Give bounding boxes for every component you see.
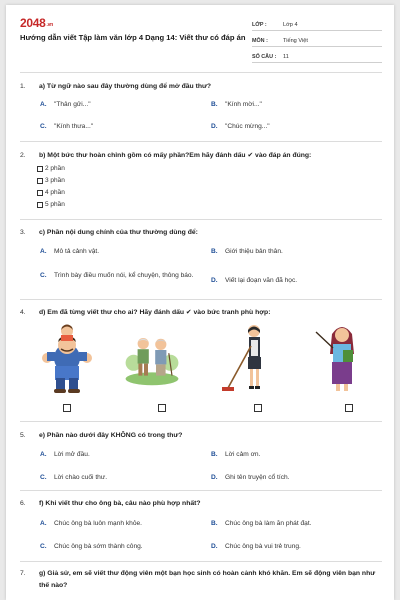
question-text: d) Em đã từng viết thư cho ai? Hãy đánh dấu ✔ vào bức tranh phù hợp: xyxy=(39,309,271,316)
option-text: Chúc ông bà làm ăn phát đạt. xyxy=(225,520,312,527)
divider xyxy=(20,561,382,562)
question-number: 5. xyxy=(20,432,26,439)
answer-option-d[interactable] xyxy=(211,122,371,132)
option-text: "Kính thưa..." xyxy=(54,123,94,130)
answer-option-d[interactable] xyxy=(211,542,379,552)
option-text: Lời chào cuối thư. xyxy=(54,474,108,481)
question-2 xyxy=(20,150,382,162)
question-number: 3. xyxy=(20,229,26,236)
answer-option-a[interactable] xyxy=(40,100,200,110)
option-letter: C. xyxy=(40,272,47,279)
picture-checkbox[interactable] xyxy=(63,404,71,412)
option-letter: A. xyxy=(40,451,47,458)
option-text: "Thân gửi..." xyxy=(54,101,91,108)
checkbox-label: 2 phần xyxy=(45,165,65,172)
checkbox-label: 3 phần xyxy=(45,177,65,184)
meta-key: SỐ CÂU : xyxy=(252,54,277,60)
divider xyxy=(20,421,382,422)
meta-value: 11 xyxy=(283,54,289,60)
answer-option-c[interactable] xyxy=(40,473,200,483)
logo-tld: .vn xyxy=(46,22,53,28)
father-and-child-picture[interactable] xyxy=(39,322,95,394)
answer-option-c[interactable] xyxy=(40,271,212,281)
answer-option-c[interactable] xyxy=(40,122,200,132)
answer-option-a[interactable] xyxy=(40,450,200,460)
question-7 xyxy=(20,568,382,592)
cleaner-picture[interactable] xyxy=(220,322,276,394)
option-text: "Chúc mừng..." xyxy=(225,123,270,130)
meta-key: LỚP : xyxy=(252,22,267,28)
option-text: Lời cảm ơn. xyxy=(225,451,261,458)
checkbox-option[interactable] xyxy=(37,165,65,172)
option-letter: C. xyxy=(40,474,47,481)
divider xyxy=(20,141,382,142)
grandparents-picture[interactable] xyxy=(124,322,180,394)
divider xyxy=(20,72,382,73)
option-text: Viết lại đoạn văn đã học. xyxy=(225,277,298,284)
question-1 xyxy=(20,81,382,93)
question-text: b) Một bức thư hoàn chỉnh gồm có mấy phần?Em hãy đánh dấu ✔ vào đáp án đúng: xyxy=(39,152,312,159)
option-text: Lời mở đầu. xyxy=(54,451,90,458)
question-number: 7. xyxy=(20,570,26,577)
answer-option-d[interactable] xyxy=(211,473,371,483)
option-letter: D. xyxy=(211,123,218,130)
answer-option-c[interactable] xyxy=(40,542,208,552)
question-number: 1. xyxy=(20,83,26,90)
answer-option-d[interactable] xyxy=(211,276,376,286)
picture-checkbox[interactable] xyxy=(158,404,166,412)
answer-option-b[interactable] xyxy=(211,450,371,460)
option-letter: B. xyxy=(211,520,218,527)
checkbox[interactable] xyxy=(37,202,43,208)
question-4 xyxy=(20,307,382,319)
question-text: e) Phần nào dưới đây KHÔNG có trong thư? xyxy=(39,432,183,439)
picture-checkbox[interactable] xyxy=(254,404,262,412)
question-text: c) Phần nội dung chính của thư thường dùng để: xyxy=(39,229,198,236)
checkbox[interactable] xyxy=(37,190,43,196)
page-title: Hướng dẫn viết Tập làm văn lớp 4 Dạng 14: Viết thư có đáp án xyxy=(20,33,246,42)
option-text: Chúc ông bà vui trẻ trung. xyxy=(225,543,301,550)
meta-value: Tiếng Việt xyxy=(283,38,308,44)
answer-option-b[interactable] xyxy=(211,247,376,257)
option-text: Chúc ông bà luôn mạnh khỏe. xyxy=(54,520,142,527)
option-letter: D. xyxy=(211,277,218,284)
checkbox-option[interactable] xyxy=(37,189,65,196)
site-logo[interactable] xyxy=(20,16,53,30)
question-text: g) Giả sử, em sẽ viết thư động viên một bạn học sinh có hoàn cảnh khó khăn. Em sẽ động viên bạn như thế nào? xyxy=(39,570,376,589)
option-letter: A. xyxy=(40,101,47,108)
option-letter: B. xyxy=(211,101,218,108)
meta-table xyxy=(252,15,382,63)
answer-option-a[interactable] xyxy=(40,519,208,529)
answer-option-a[interactable] xyxy=(40,247,205,257)
checkbox-label: 5 phần xyxy=(45,201,65,208)
option-letter: D. xyxy=(211,474,218,481)
picture-checkbox[interactable] xyxy=(345,404,353,412)
checkbox[interactable] xyxy=(37,178,43,184)
option-text: "Kính mời..." xyxy=(225,101,262,108)
option-letter: A. xyxy=(40,520,47,527)
checkbox-option[interactable] xyxy=(37,177,65,184)
option-text: Trình bày điều muốn nói, kể chuyện, thông báo. xyxy=(54,272,194,279)
option-letter: C. xyxy=(40,543,47,550)
question-3 xyxy=(20,227,382,239)
option-text: Chúc ông bà sớm thành công. xyxy=(54,543,143,550)
logo-text: 2048 xyxy=(20,16,46,30)
meta-value: Lớp 4 xyxy=(283,22,298,28)
teacher-picture[interactable] xyxy=(314,322,370,394)
meta-row-count xyxy=(252,47,382,63)
option-letter: B. xyxy=(211,451,218,458)
answer-option-b[interactable] xyxy=(211,100,371,110)
meta-key: MÔN : xyxy=(252,38,268,44)
meta-row-subject xyxy=(252,31,382,47)
checkbox-label: 4 phần xyxy=(45,189,65,196)
question-number: 6. xyxy=(20,500,26,507)
question-5 xyxy=(20,430,382,442)
worksheet-page xyxy=(6,5,394,600)
question-6 xyxy=(20,498,382,510)
divider xyxy=(20,490,382,491)
checkbox-option[interactable] xyxy=(37,201,65,208)
answer-option-b[interactable] xyxy=(211,519,379,529)
option-letter: A. xyxy=(40,248,47,255)
option-letter: B. xyxy=(211,248,218,255)
option-letter: D. xyxy=(211,543,218,550)
option-text: Ghi tên truyện cổ tích. xyxy=(225,474,290,481)
question-number: 4. xyxy=(20,309,26,316)
divider xyxy=(20,299,382,300)
divider xyxy=(20,219,382,220)
option-text: Mô tả cảnh vật. xyxy=(54,248,100,255)
option-letter: C. xyxy=(40,123,47,130)
option-text: Giới thiệu bản thân. xyxy=(225,248,283,255)
question-text: f) Khi viết thư cho ông bà, câu nào phù hợp nhất? xyxy=(39,500,201,507)
meta-row-class xyxy=(252,15,382,31)
question-number: 2. xyxy=(20,152,26,159)
checkbox[interactable] xyxy=(37,166,43,172)
question-text: a) Từ ngữ nào sau đây thường dùng để mở đầu thư? xyxy=(39,83,212,90)
